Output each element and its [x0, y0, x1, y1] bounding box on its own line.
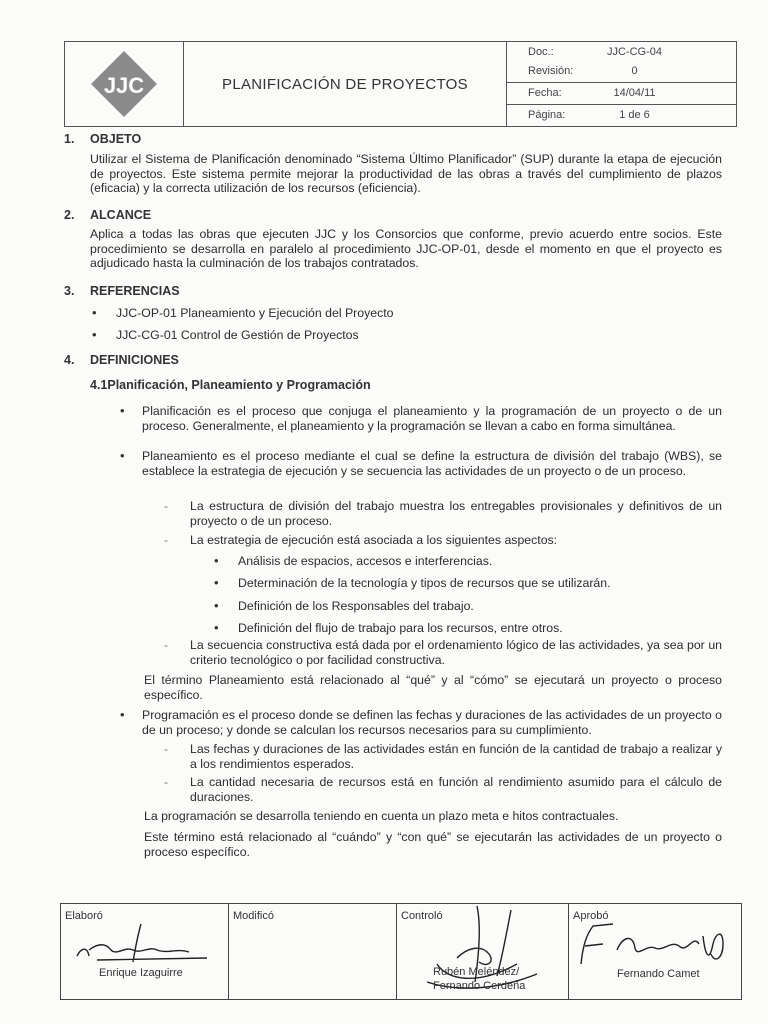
bullet-icon: •: [214, 553, 219, 568]
controlo-label: Controló: [401, 910, 443, 922]
doc-label: Doc.:: [528, 46, 554, 58]
section-1-title: OBJETO: [90, 132, 142, 146]
planeamiento-wbs: La estructura de división del trabajo muestra los entregables provisionales y definitivos de un proyecto o de un proceso.: [190, 499, 722, 528]
definition-planeamiento: Planeamiento es el proceso mediante el cual se define la estructura de división del trabajo (WBS), se establece la estrategia de ejecución y se secuencia las actividades de un proyecto o de un proceso.: [142, 449, 722, 478]
section-2-number: 2.: [64, 208, 75, 222]
document-title: PLANIFICACIÓN DE PROYECTOS: [183, 42, 507, 126]
signature-controlo: [396, 904, 568, 999]
planeamiento-estrategia: La estrategia de ejecución está asociada a los siguientes aspectos:: [190, 533, 558, 547]
elaboro-signature-icon: [67, 920, 217, 970]
section-2-title: ALCANCE: [90, 208, 152, 222]
signature-table: [60, 903, 742, 1000]
estrategia-item-2: Determinación de la tecnología y tipos de recursos que se utilizarán.: [238, 576, 611, 590]
revision-value: 0: [631, 65, 638, 77]
dash-icon: -: [164, 533, 168, 547]
logo-text: JJC: [103, 73, 145, 98]
pagina-label: Página:: [528, 109, 566, 121]
doc-value: JJC-CG-04: [606, 46, 662, 58]
bullet-icon: •: [92, 305, 97, 320]
section-1-text: Utilizar el Sistema de Planificación denominado “Sistema Último Planificador” (SUP) durante la etapa de ejecución de proyectos. Este sistema permite mejorar la productividad de las obras a través del cumplimiento de plazos (eficacia) y la correcta utilización de los recursos (eficiencia).: [90, 152, 722, 195]
modifico-label: Modificó: [233, 910, 274, 922]
bullet-icon: •: [120, 707, 125, 722]
company-logo: [65, 42, 183, 126]
fecha-value: 14/04/11: [613, 87, 656, 99]
dash-icon: -: [164, 775, 168, 789]
estrategia-item-1: Análisis de espacios, accesos e interferencias.: [238, 554, 493, 568]
elaboro-name: Enrique Izaguirre: [99, 967, 183, 979]
bullet-icon: •: [120, 403, 125, 418]
pagina-value: 1 de 6: [619, 109, 650, 121]
section-1-number: 1.: [64, 132, 75, 146]
programacion-termino: Este término está relacionado al “cuándo” y “con qué” se ejecutarán las actividades de un proyecto o proceso específico.: [144, 830, 722, 859]
estrategia-item-4: Definición del flujo de trabajo para los recursos, entre otros.: [238, 621, 563, 635]
document-meta: [507, 42, 736, 126]
aprobo-label: Aprobó: [573, 910, 609, 922]
elaboro-label: Elaboró: [65, 910, 103, 922]
document-header: [64, 41, 737, 127]
signature-elaboro: [61, 904, 228, 999]
dash-icon: -: [164, 499, 168, 513]
meta-pagina-row: [507, 104, 736, 125]
bullet-icon: •: [214, 575, 219, 590]
planeamiento-termino: El término Planeamiento está relacionado al “qué” y al “cómo” se ejecutará un proyecto o proceso específico.: [144, 673, 722, 702]
dash-icon: -: [164, 638, 168, 652]
bullet-icon: •: [120, 448, 125, 463]
bullet-icon: •: [92, 327, 97, 342]
programacion-fechas: Las fechas y duraciones de las actividades están en función de la cantidad de trabajo a realizar y a los rendimientos esperados.: [190, 742, 722, 771]
reference-item-1: JJC-OP-01 Planeamiento y Ejecución del Proyecto: [116, 306, 394, 320]
controlo-name-1: Rubén Meléndez/: [433, 966, 520, 978]
fecha-label: Fecha:: [528, 87, 562, 99]
signature-aprobo: [568, 904, 741, 999]
bullet-icon: •: [214, 620, 219, 635]
meta-fecha-row: [507, 82, 736, 103]
signature-modifico: [228, 904, 396, 999]
section-4-title: DEFINICIONES: [90, 353, 179, 367]
section-2-text: Aplica a todas las obras que ejecuten JJC y los Consorcios que conforme, previo acuerdo entre socios. Este procedimiento se desarrolla en paralelo al procedimiento JJC-OP-01, desde el momento en que el proyecto es adjudicado hasta la culminación de los trabajos contratados.: [90, 227, 722, 270]
aprobo-name: Fernando Camet: [617, 968, 700, 980]
meta-doc-row: [507, 42, 736, 62]
dash-icon: -: [164, 742, 168, 756]
bullet-icon: •: [214, 598, 219, 613]
section-3-number: 3.: [64, 284, 75, 298]
planeamiento-secuencia: La secuencia constructiva está dada por el ordenamiento lógico de las actividades, ya sea por un criterio tecnológico o por facilidad constructiva.: [190, 638, 722, 667]
revision-label: Revisión:: [528, 65, 574, 77]
definition-planificacion: Planificación es el proceso que conjuga el planeamiento y la programación de un proyecto o de un proceso. Generalmente, el planeamiento y la programación se llevan a cabo en forma simultánea.: [142, 404, 722, 433]
estrategia-item-3: Definición de los Responsables del trabajo.: [238, 599, 474, 613]
meta-revision-row: [507, 61, 736, 81]
controlo-name-2: Fernando Cerdeña: [433, 980, 526, 992]
jjc-logo-icon: [89, 49, 159, 119]
section-3-title: REFERENCIAS: [90, 284, 180, 298]
reference-item-2: JJC-CG-01 Control de Gestión de Proyectos: [116, 328, 359, 342]
definition-programacion: Programación es el proceso donde se definen las fechas y duraciones de las actividades de un proyecto o de un proceso; y donde se calculan los recursos necesarios para su cumplimiento.: [142, 708, 722, 737]
subsection-4-1-title: 4.1Planificación, Planeamiento y Programación: [90, 378, 371, 392]
programacion-plazo: La programación se desarrolla teniendo en cuenta un plazo meta e hitos contractuales.: [144, 809, 619, 823]
section-4-number: 4.: [64, 353, 75, 367]
programacion-recursos: La cantidad necesaria de recursos está en función al rendimiento asumido para el cálculo de duraciones.: [190, 775, 722, 804]
